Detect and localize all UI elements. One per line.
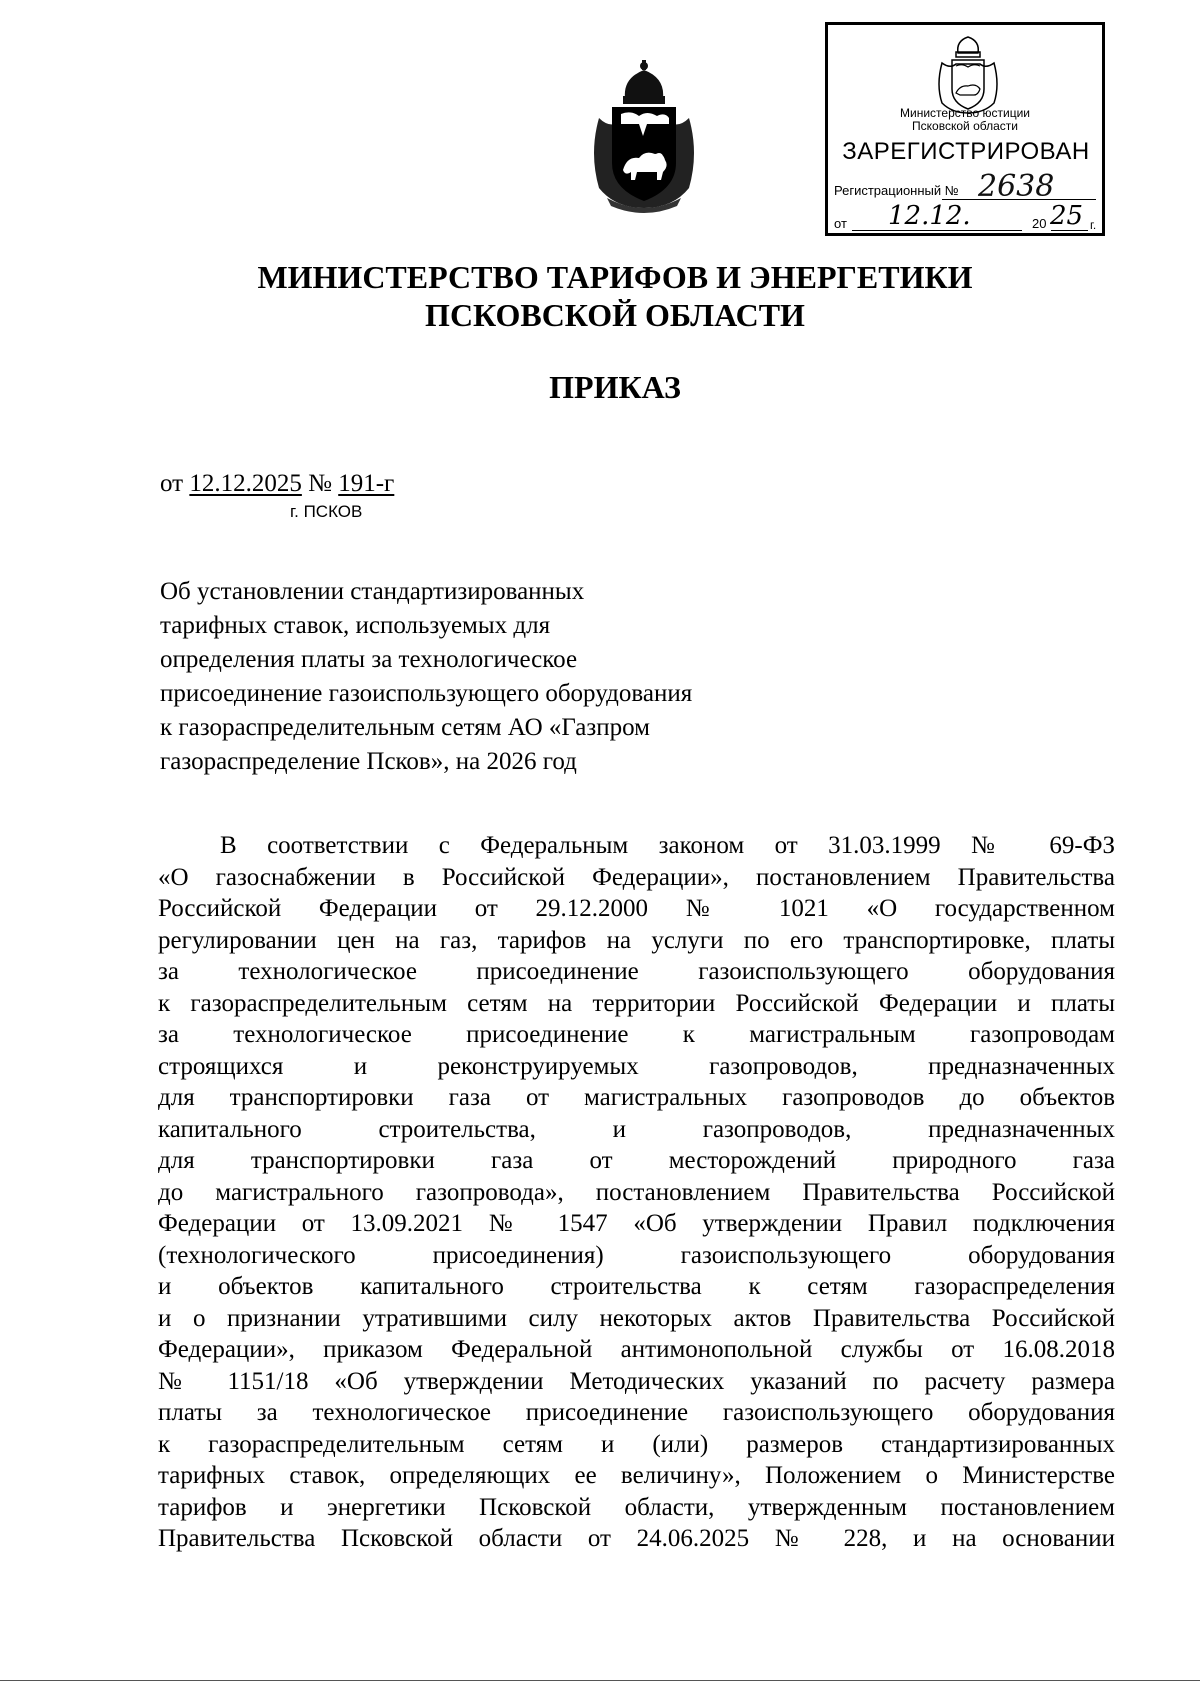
page-bottom-edge [0,1680,1200,1681]
body-line: (технологического присоединения) газоиспользующего оборудования [158,1241,1115,1269]
body-line: за технологическое присоединение газоиспользующего оборудования [158,958,1115,985]
stamp-region-name: Псковской области [912,119,1018,133]
body-line: и о признании утратившими силу некоторых актов Правительства Российской [158,1304,1115,1332]
body-line: тарифных ставок, определяющих ее величину», Положением о Министерстве [158,1462,1115,1489]
body-line: Российской Федерации от 29.12.2000 № 1021 «О государственном [158,895,1115,922]
body-line: для транспортировки газа от месторождений природного газа [158,1147,1115,1174]
order-subject [160,575,780,779]
order-date: 12.12.2025 [189,470,302,497]
stamp-year-prefix: 20 [1032,216,1047,231]
body-line: и объектов капитального строительства к сетям газораспределения [158,1273,1115,1300]
registration-stamp [825,22,1105,236]
body-line: для транспортировки газа от магистральных газопроводов до объектов [158,1084,1115,1111]
body-line: регулировании цен на газ, тарифов на услуги по его транспортировке, платы [158,926,1115,954]
body-line: платы за технологическое присоединение газоиспользующего оборудования [158,1399,1115,1426]
order-city: г. ПСКОВ [290,502,363,521]
body-line: к газораспределительным сетям на территории Российской Федерации и платы [158,989,1115,1017]
subject-line: Об установлении стандартизированных [160,578,585,605]
body-line: капитального строительства, и газопроводов, предназначенных [158,1115,1115,1143]
body-line: тарифов и энергетики Псковской области, утвержденным постановлением [158,1493,1115,1521]
document-type-title: ПРИКАЗ [549,369,681,405]
body-line: строящихся и реконструируемых газопроводов, предназначенных [158,1052,1115,1080]
body-line: Федерации», приказом Федеральной антимонопольной службы от 16.08.2018 [158,1336,1115,1363]
stamp-from-label: от [834,216,847,231]
stamp-coat-of-arms-icon [936,33,1000,115]
ministry-title [150,258,1080,334]
order-from-label: от [160,470,184,497]
order-number-sign: № [308,470,332,497]
stamp-registered-label: ЗАРЕГИСТРИРОВАН [842,138,1090,165]
body-line: «О газоснабжении в Российской Федерации», постановлением Правительства [158,863,1115,891]
subject-line: присоединение газоиспользующего оборудования [160,680,693,707]
order-number: 191-г [338,470,395,497]
body-line: Правительства Псковской области от 24.06.2025 № 228, и на основании [158,1525,1115,1552]
subject-line: определения платы за технологическое [160,646,578,673]
stamp-ministry-name: Министерство юстиции [900,106,1030,120]
subject-line: газораспределение Псков», на 2026 год [160,748,577,775]
stamp-year-suffix: г. [1090,218,1097,232]
stamp-reg-number-label: Регистрационный № [834,183,959,198]
stamp-date-handwritten: 12.12. [888,201,971,231]
body-line: Федерации от 13.09.2021 № 1547 «Об утверждении Правил подключения [158,1210,1115,1237]
ministry-title-line-2: ПСКОВСКОЙ ОБЛАСТИ [425,297,805,333]
ministry-title-line-1: МИНИСТЕРСТВО ТАРИФОВ И ЭНЕРГЕТИКИ [257,259,973,295]
body-line: № 1151/18 «Об утверждении Методических указаний по расчету размера [158,1367,1115,1395]
subject-line: тарифных ставок, используемых для [160,612,551,639]
body-line: за технологическое присоединение к магистральным газопроводам [158,1021,1115,1048]
order-date-number [160,470,394,498]
subject-line: к газораспределительным сетям АО «Газпром [160,714,650,741]
body-line: к газораспределительным сетям и (или) размеров стандартизированных [158,1430,1115,1458]
order-body [158,830,1115,1555]
stamp-year-handwritten: 25 [1050,201,1084,231]
pskov-coat-of-arms-icon [585,58,703,213]
body-line: В соответствии с Федеральным законом от 31.03.1999 № 69-ФЗ [220,832,1115,859]
body-line: до магистрального газопровода», постановлением Правительства Российской [158,1178,1115,1206]
stamp-reg-number-handwritten: 2638 [978,169,1055,204]
